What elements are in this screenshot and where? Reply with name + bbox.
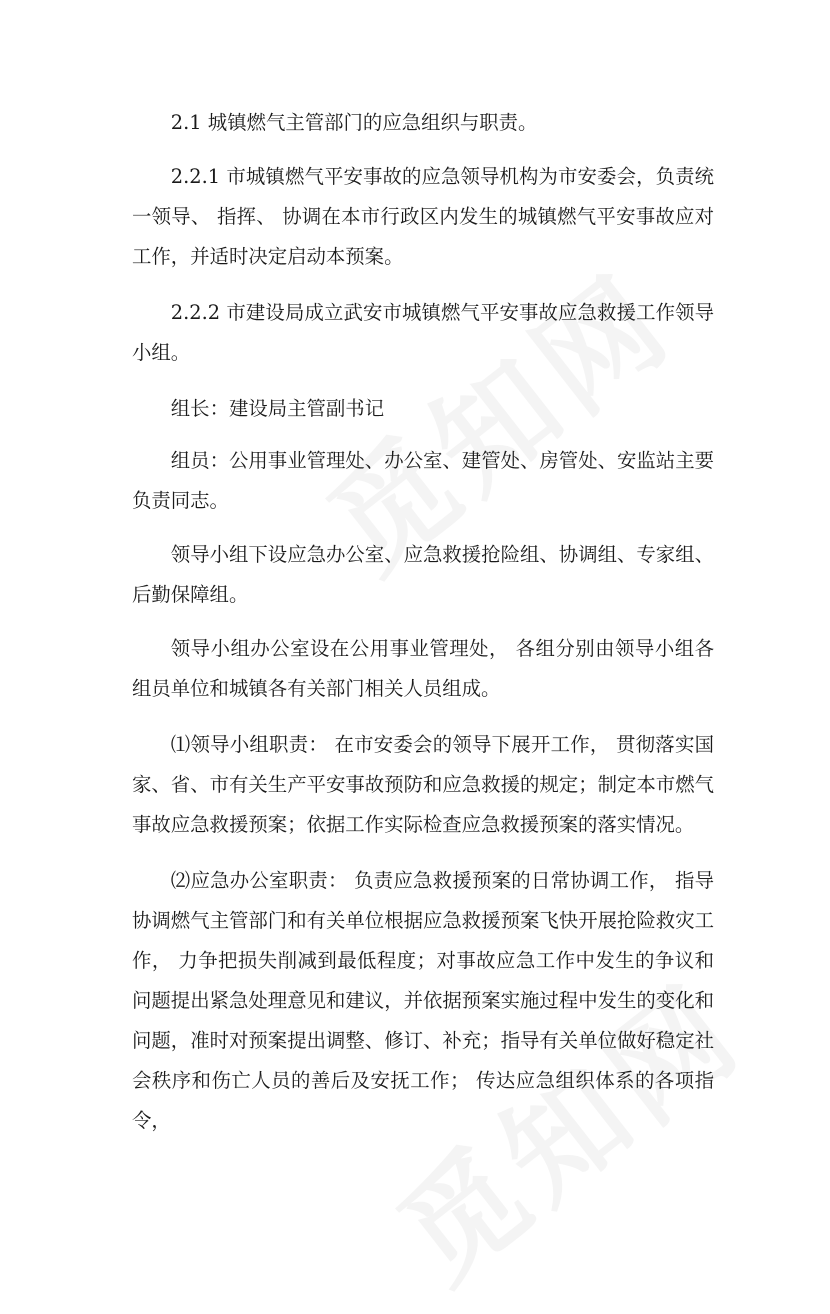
paragraph: 2.2.2 市建设局成立武安市城镇燃气平安事故应急救援工作领导小组。	[132, 301, 714, 364]
paragraph: 组员：公用事业管理处、办公室、建管处、房管处、安监站主要负责同志。	[132, 449, 714, 512]
paragraph: 2.2.1 市城镇燃气平安事故的应急领导机构为市安委会，负责统一领导、 指挥、 协调在本市行政区内发生的城镇燃气平安事故应对工作，并适时决定启动本预案。	[132, 165, 714, 268]
paragraph: 组长：建设局主管副书记	[170, 397, 385, 420]
document-body	[132, 103, 714, 1141]
paragraph: 领导小组下设应急办公室、应急救援抢险组、协调组、专家组、后勤保障组。	[132, 543, 714, 606]
paragraph: 领导小组办公室设在公用事业管理处， 各组分别由领导小组各组员单位和城镇各有关部门相关人员组成。	[132, 637, 714, 700]
section-heading: 2.1 城镇燃气主管部门的应急组织与职责。	[170, 111, 538, 134]
paragraph: ⑵应急办公室职责： 负责应急救援预案的日常协调工作， 指导协调燃气主管部门和有关单位根据应急救援预案飞快开展抢险救灾工作， 力争把损失削减到最低程度；对事故应急工作中发生的争议和问题提出紧急处理意见和建议，并依据预案实施过程中发生的变化和问题，准时对预案提出调整、修订、补充；指导有关单位做好稳定社会秩序和伤亡人员的善后及安抚工作； 传达应急组织体系的各项指令，	[132, 869, 714, 1132]
paragraph: ⑴领导小组职责： 在市安委会的领导下展开工作， 贯彻落实国家、省、市有关生产平安事故预防和应急救援的规定；制定本市燃气事故应急救援预案；依据工作实际检查应急救援预案的落实情况。	[132, 733, 714, 836]
